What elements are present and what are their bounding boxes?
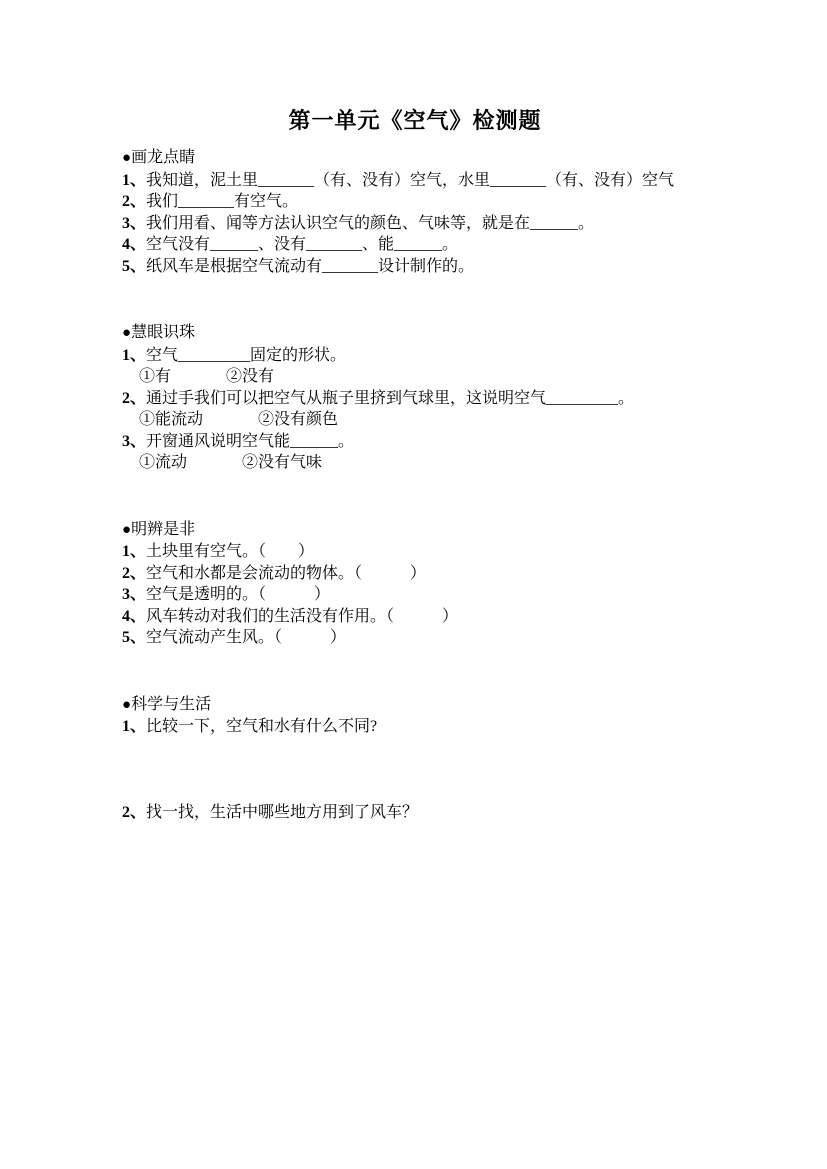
- question-number: 1、: [122, 543, 147, 560]
- question-text: 空气流动产生风。（ ）: [146, 629, 347, 646]
- section-heading-text: 明辨是非: [131, 520, 196, 538]
- question-number: 2、: [122, 389, 147, 407]
- question-number: 4、: [122, 607, 147, 625]
- question-item: [122, 388, 708, 410]
- question-number: 1、: [122, 718, 147, 735]
- question-number: 3、: [122, 432, 147, 450]
- question-text: 通过手我们可以把空气从瓶子里挤到气球里，这说明空气_________。: [146, 389, 635, 407]
- question-item: [122, 716, 708, 738]
- question-text: 纸风车是根据空气流动有_______设计制作的。: [146, 257, 475, 275]
- question-item: [122, 584, 708, 606]
- section-heading-text: 慧眼识珠: [131, 324, 196, 341]
- question-item: [122, 431, 708, 453]
- question-number: 1、: [122, 171, 147, 189]
- question-number: 5、: [122, 257, 147, 275]
- question-number: 1、: [122, 346, 147, 364]
- section-heading-text: 画龙点睛: [131, 149, 196, 166]
- option-choice: ②没有颜色: [258, 411, 339, 428]
- bullet-icon: ●: [122, 521, 132, 538]
- question-number: 2、: [122, 564, 147, 582]
- section-heading: [122, 694, 708, 717]
- page-content: [122, 106, 708, 823]
- question-item: [122, 606, 708, 628]
- question-number: 2、: [122, 803, 147, 821]
- question-item: [122, 191, 708, 213]
- question-text: 我们用看、闻等方法认识空气的颜色、气味等，就是在______。: [146, 214, 595, 232]
- section-fill-in-blanks: [122, 147, 708, 277]
- question-number: 3、: [122, 214, 147, 232]
- question-item: [122, 256, 708, 278]
- question-text: 开窗通风说明空气能______。: [146, 432, 355, 450]
- section-true-false: [122, 519, 708, 649]
- question-text: 土块里有空气。（ ）: [146, 543, 315, 560]
- question-text: 比较一下，空气和水有什么不同?: [146, 718, 378, 735]
- question-text: 空气没有______、没有_______、能______。: [146, 236, 459, 253]
- section-heading: [122, 147, 708, 170]
- question-item: [122, 170, 708, 192]
- document-title: 第一单元《空气》检测题: [288, 108, 542, 133]
- option-choice: ②没有: [226, 368, 275, 385]
- question-item: [122, 563, 708, 585]
- question-text: 我知道，泥土里_______（有、没有）空气，水里_______（有、没有）空气: [146, 171, 675, 189]
- section-heading: [122, 519, 708, 542]
- question-number: 4、: [122, 236, 147, 253]
- question-text: 风车转动对我们的生活没有作用。（ ）: [146, 607, 459, 625]
- question-number: 5、: [122, 629, 147, 646]
- section-heading-text: 科学与生活: [131, 695, 212, 713]
- question-item: [122, 234, 708, 256]
- options-row: [122, 452, 708, 474]
- question-item: [122, 345, 708, 367]
- question-text: 空气是透明的。（ ）: [146, 586, 331, 603]
- question-number: 2、: [122, 193, 147, 210]
- options-row: [122, 366, 708, 388]
- question-item: [122, 802, 708, 824]
- question-item: [122, 541, 708, 563]
- question-item: [122, 627, 708, 649]
- section-heading: [122, 322, 708, 345]
- bullet-icon: ●: [122, 150, 132, 166]
- bullet-icon: ●: [122, 325, 132, 341]
- question-number: 3、: [122, 586, 147, 603]
- question-item: [122, 213, 708, 235]
- option-choice: ①有: [139, 368, 172, 385]
- section-multiple-choice: [122, 322, 708, 474]
- option-choice: ①流动: [139, 454, 188, 471]
- option-choice: ②没有气味: [242, 454, 323, 471]
- question-text: 空气_________固定的形状。: [146, 346, 347, 364]
- options-row: [122, 409, 708, 431]
- question-text: 空气和水都是会流动的物体。（ ）: [146, 564, 427, 582]
- option-choice: ①能流动: [139, 411, 204, 428]
- question-text: 找一找，生活中哪些地方用到了风车？: [146, 803, 419, 821]
- question-text: 我们_______有空气。: [146, 193, 299, 210]
- bullet-icon: ●: [122, 696, 132, 713]
- section-science-and-life: [122, 694, 708, 824]
